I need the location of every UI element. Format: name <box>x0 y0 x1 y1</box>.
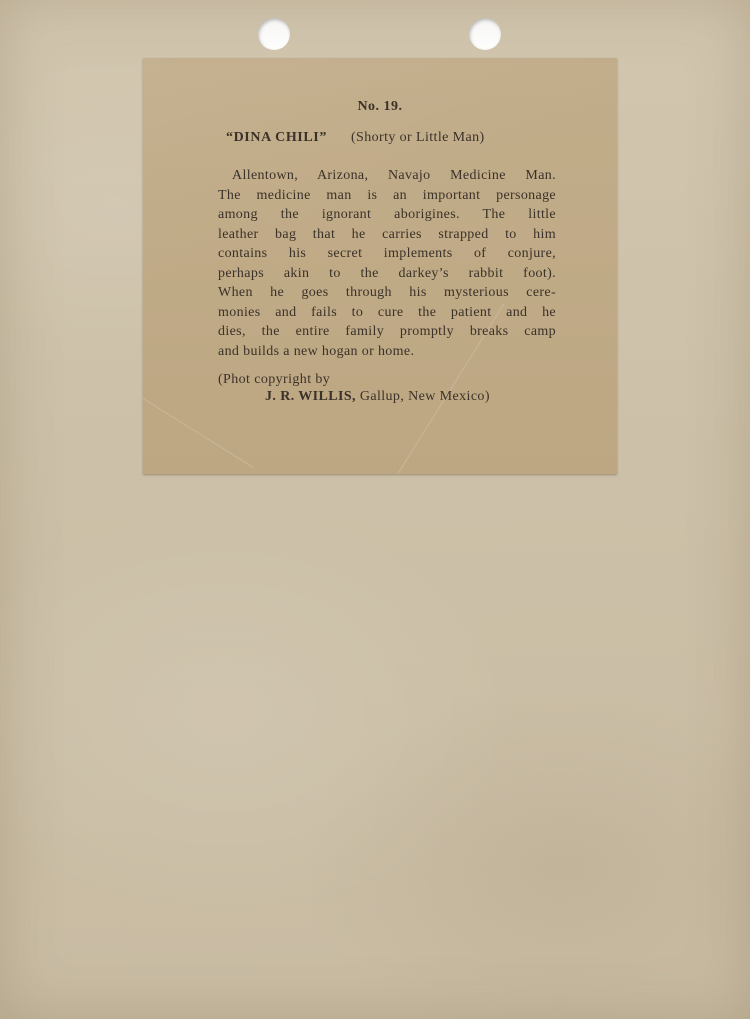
photo-credit-intro: (Phot copyright by <box>218 372 331 387</box>
description-line: and builds a new hogan or home. <box>218 343 415 359</box>
subject-name: “DINA CHILI” <box>226 130 327 145</box>
description-line: leather bag that he carries strapped to him <box>218 226 556 242</box>
photo-credit <box>265 389 490 405</box>
description-line: dies, the entire family promptly breaks camp <box>218 324 556 339</box>
card-number: No. 19. <box>357 99 403 114</box>
card-heading <box>226 130 485 146</box>
subject-alias: (Shorty or Little Man) <box>350 130 485 145</box>
description-line: contains his secret implements of conjure, <box>218 246 556 261</box>
description-line: among the ignorant aborigines. The little <box>218 207 556 222</box>
description-line: perhaps akin to the darkey’s rabbit foot). <box>218 265 556 281</box>
description-line: Allentown, Arizona, Navajo Medicine Man. <box>232 168 556 183</box>
card-description <box>218 166 556 361</box>
description-line: monies and fails to cure the patient and he <box>218 304 556 320</box>
photographer-name: J. R. WILLIS, <box>265 389 356 404</box>
punch-hole-right <box>469 18 501 50</box>
description-line: When he goes through his mysterious cere- <box>218 285 556 300</box>
photographer-location: Gallup, New Mexico) <box>359 389 490 404</box>
punch-hole-left <box>258 18 290 50</box>
card-crease <box>143 398 254 468</box>
caption-card <box>143 58 617 474</box>
description-line: The medicine man is an important personage <box>218 187 556 203</box>
